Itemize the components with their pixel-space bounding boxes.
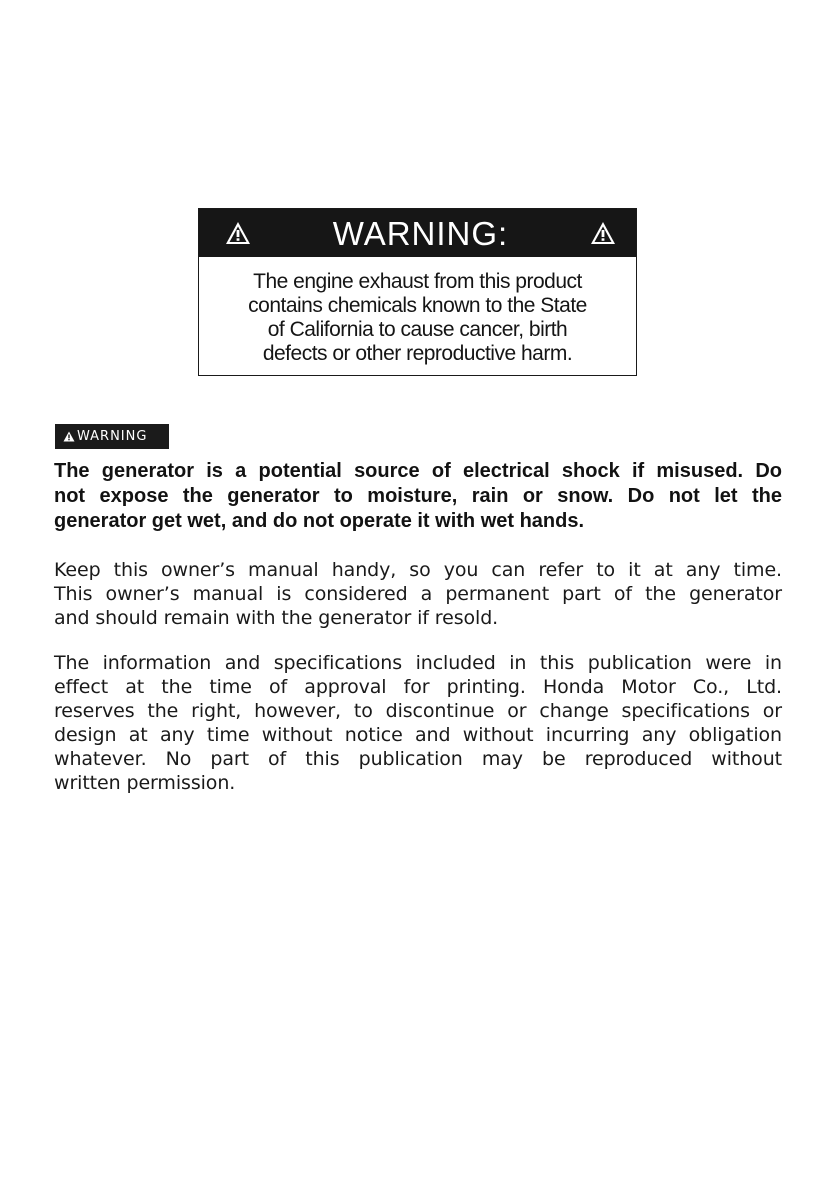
disclaimer-line: written permission. [54, 772, 236, 794]
warning-triangle-icon [63, 431, 75, 442]
disclaimer-paragraph [54, 651, 782, 795]
warning-badge [55, 424, 169, 449]
disclaimer-line: The information and specifications included in this publication were in [54, 652, 782, 674]
disclaimer-line: effect at the time of approval for printing. Honda Motor Co., Ltd. [54, 676, 782, 698]
warning-text-line: The generator is a potential source of electrical shock if misused. Do [54, 460, 782, 482]
manual-note-paragraph [54, 558, 782, 630]
disclaimer-line: reserves the right, however, to discontinue or change specifications or [54, 700, 782, 722]
manual-note-line: and should remain with the generator if resold. [54, 607, 499, 629]
prop65-warning-line: of California to cause cancer, birth [267, 318, 568, 341]
warning-triangle-icon [225, 221, 251, 245]
warning-triangle-icon [590, 221, 616, 245]
disclaimer-line: whatever. No part of this publication may be reproduced without [54, 748, 782, 770]
electrical-shock-warning [54, 459, 782, 534]
prop65-warning-line: defects or other reproductive harm. [262, 342, 573, 365]
prop65-warning-line: The engine exhaust from this product [253, 270, 582, 293]
prop65-warning-line: contains chemicals known to the State [248, 294, 587, 317]
prop65-warning-box [198, 208, 637, 376]
warning-badge-label: WARNING [77, 429, 148, 444]
disclaimer-line: design at any time without notice and without incurring any obligation [54, 724, 782, 746]
warning-text-line: not expose the generator to moisture, rain or snow. Do not let the [54, 485, 782, 507]
prop65-warning-header [199, 209, 636, 257]
manual-note-line: Keep this owner’s manual handy, so you can refer to it at any time. [54, 559, 782, 581]
warning-text-line: generator get wet, and do not operate it with wet hands. [54, 510, 585, 532]
prop65-warning-title: WARNING: [332, 214, 509, 252]
manual-note-line: This owner’s manual is considered a permanent part of the generator [54, 583, 782, 605]
prop65-warning-text [199, 257, 636, 366]
